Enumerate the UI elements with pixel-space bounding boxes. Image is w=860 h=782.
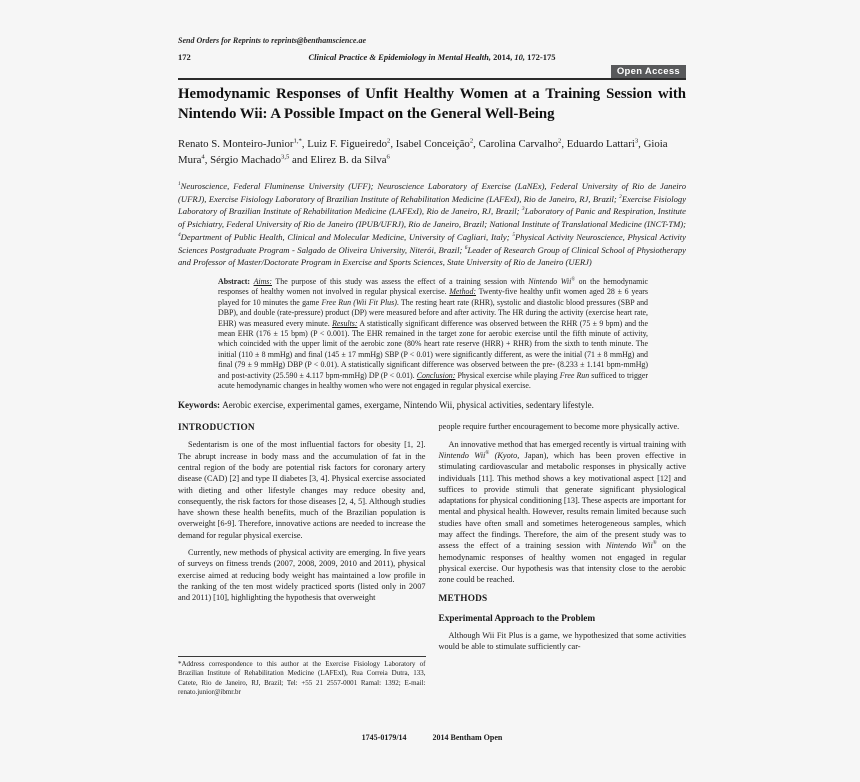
subsection-heading-experimental-approach: Experimental Approach to the Problem: [438, 613, 596, 624]
footer-issn-code: 1745-0179/14: [361, 733, 407, 742]
intro-paragraph-1: Sedentarism is one of the most influential factors for obesity [1, 2]. The abrupt increase in body mass and the accumulation of fat in the central region of the body are potential risk factors for coronary artery disease (CAD) [2] and type II diabetes [3, 4]. Physical exercise associated with dieting and other lifestyle changes may reduce obesity and, consequently, the risk factors for those diseases [2, 4, 5]. Although studies have shown these health benefits, much of the Brazilian population is overweight [6-9]. Therefore, innovative actions are needed to increase the demand for regular physical exercise.: [178, 440, 426, 540]
journal-citation: Clinical Practice & Epidemiology in Mental Health, 2014, 10, 172-175: [308, 52, 556, 62]
intro-paragraph-2: Currently, new methods of physical activity are emerging. In five years of surveys on fitness trends (2007, 2008, 2009, 2010 and 2011), physical exercise aimed at reducing body weight has maintained a low profile in the ranking of the ten most widely practiced sports (listed only in 2007 and 2011) [10], highlighting the hypothesis that overweight: [178, 548, 426, 603]
reprint-notice: Send Orders for Reprints to reprints@benthamscience.ae: [178, 36, 366, 45]
intro-paragraph-3: An innovative method that has emerged recently is virtual training with Nintendo Wii® (Kyoto, Japan), which has been proven effective in stimulating cardiovascular and metabolic responses in physically active individuals [11]. This method shows a key motivational aspect [12] and suffices to provide stimuli that generate significant physiological adaptations for physical conditioning [13]. These aspects are important for mental and physical health. However, results remain limited because such studies have often small and sometimes heterogeneous samples, which may affect the findings. Therefore, the aim of the present study was to assess the effect of a training session with Nintendo Wii® on the hemodynamic responses of healthy women not engaged in regular physical exercise. Our hypothesis was that intensity close to the aerobic zone could be reached.: [438, 439, 686, 585]
affiliations: $^1$Neuroscience, Federal Fluminense University (UFF); Neuroscience Laboratory of Exercise (LaNEx), Federal University of Rio de Janeiro (UFRJ), Exercise Fisiology Laboratory of Brazilian Institute of Rehabilitation Medicine (LAFExI), Rio de Janeiro, RJ, Brazil; $^2$Exercise Fisiology Laboratory of Brazilian Institute of Rehabilitation Medicine (LAFExI), Rio de Janeiro, RJ, Brazil; $^3$Laboratory of Panic and Respiration, Institute of Psichiatry, Federal University of Rio de Janeiro (IPUB/UFRJ), Rio de Janeiro, Brazil; National Institute of Translational Medicine (INCT-TM); $^4$Department of Public Health, Clinical and Molecular Medicine, University of Cagliari, Italy; $^5$Physical Activity Neuroscience, Physical Activity Sciences Postgraduate Program - Salgado de Oliveira University, Niterói, Brazil; $^6$Leader of Research Group of Clinical School of Physiotherapy and Professor of Master/Doctorate Program in Exercise and Sports Sciences, State University of Rio de Janeiro (UERJ): [178, 181, 687, 268]
page-number: 172: [178, 52, 191, 62]
right-column: [439, 421, 687, 697]
article-title: Hemodynamic Responses of Unfit Healthy Women at a Training Session with Nintendo Wii: A Possible Impact on the General Well-Being: [178, 86, 686, 122]
journal-header-row: [178, 52, 686, 64]
two-column-body: [178, 421, 686, 697]
abstract: Abstract: Aims: The purpose of this study was assess the effect of a training session with Nintendo Wii® on the hemodynamic responses of healthy women not involved in regular physical exercise. Method: Twenty-five healthy unfit women aged 28 ± 6 years played for 10 minutes the game Free Run (Wii Fit Plus). The resting heart rate (RHR), systolic and diastolic blood pressures (SBP and DBP), and double (rate-pressure) product (DP) were measured before and after activity. The HR during the activity (exercise heart rate, EHR) was measured every minute. Results: A statistically significant difference was observed between the RHR (75 ± 9 bpm) and the mean EHR (176 ± 15 bpm) (P < 0.001). The EHR remained in the target zone for aerobic exercise until the fifth minute of activity, which coincided with the upper limit of the aerobic zone (80% heart rate reserve (HRR) + RHR) from the sixth to tenth minute. The initial (110 ± 8 mmHg) and final (145 ± 17 mmHg) SBP (P < 0.01) were significantly different, as were the initial (71 ± 8 mmHg) and final (79 ± 9 mmHg) DBP (P < 0.01). A statistically significant difference was observed between the pre- (8.233 ± 1.141 bpm-mmHg) and post-activity (25.590 ± 4.117 bpm-mmHg) DP (P < 0.01). Conclusion: Physical exercise while playing Free Run sufficed to trigger acute hemodynamic changes in healthy women who were not engaged in regular physical exercise.: [218, 276, 648, 390]
page-content: [178, 36, 686, 697]
correspondence-footnote: *Address correspondence to this author at the Exercise Fisiology Laboratory of Brazilian Institute of Rehabilitation Medicine (LAFExI), Rua Correia Dutra, 133, Catete, Rio de Janeiro, RJ, Brazil; Tel: +55 21 2557-0001 Ramal: 1392; E-mail: renato.junior@ibmr.br: [178, 656, 426, 698]
page-footer: [178, 733, 686, 742]
footer-publisher: 2014 Bentham Open: [432, 733, 503, 742]
author-list: Renato S. Monteiro-Junior$^{1,*}$, Luiz F. Figueiredo$^2$, Isabel Conceição$^2$, Carolina Carvalho$^2$, Eduardo Lattari$^3$, Gioia Mura$^4$, Sérgio Machado$^{3,5}$ and Elirez B. da Silva$^6$: [178, 137, 668, 166]
left-column: [178, 421, 426, 697]
intro-paragraph-continuation: people require further encouragement to become more physically active.: [438, 422, 680, 432]
open-access-badge: Open Access: [611, 65, 686, 78]
methods-paragraph-1: Although Wii Fit Plus is a game, we hypothesized that some activities would be able to stimulate sufficiently car-: [438, 630, 686, 651]
header-rule: [178, 64, 686, 80]
section-heading-introduction: INTRODUCTION: [178, 423, 255, 434]
section-heading-methods: METHODS: [438, 593, 488, 604]
keywords-line: Keywords: Aerobic exercise, experimental games, exergame, Nintendo Wii, physical activities, sedentary lifestyle.: [178, 400, 594, 411]
